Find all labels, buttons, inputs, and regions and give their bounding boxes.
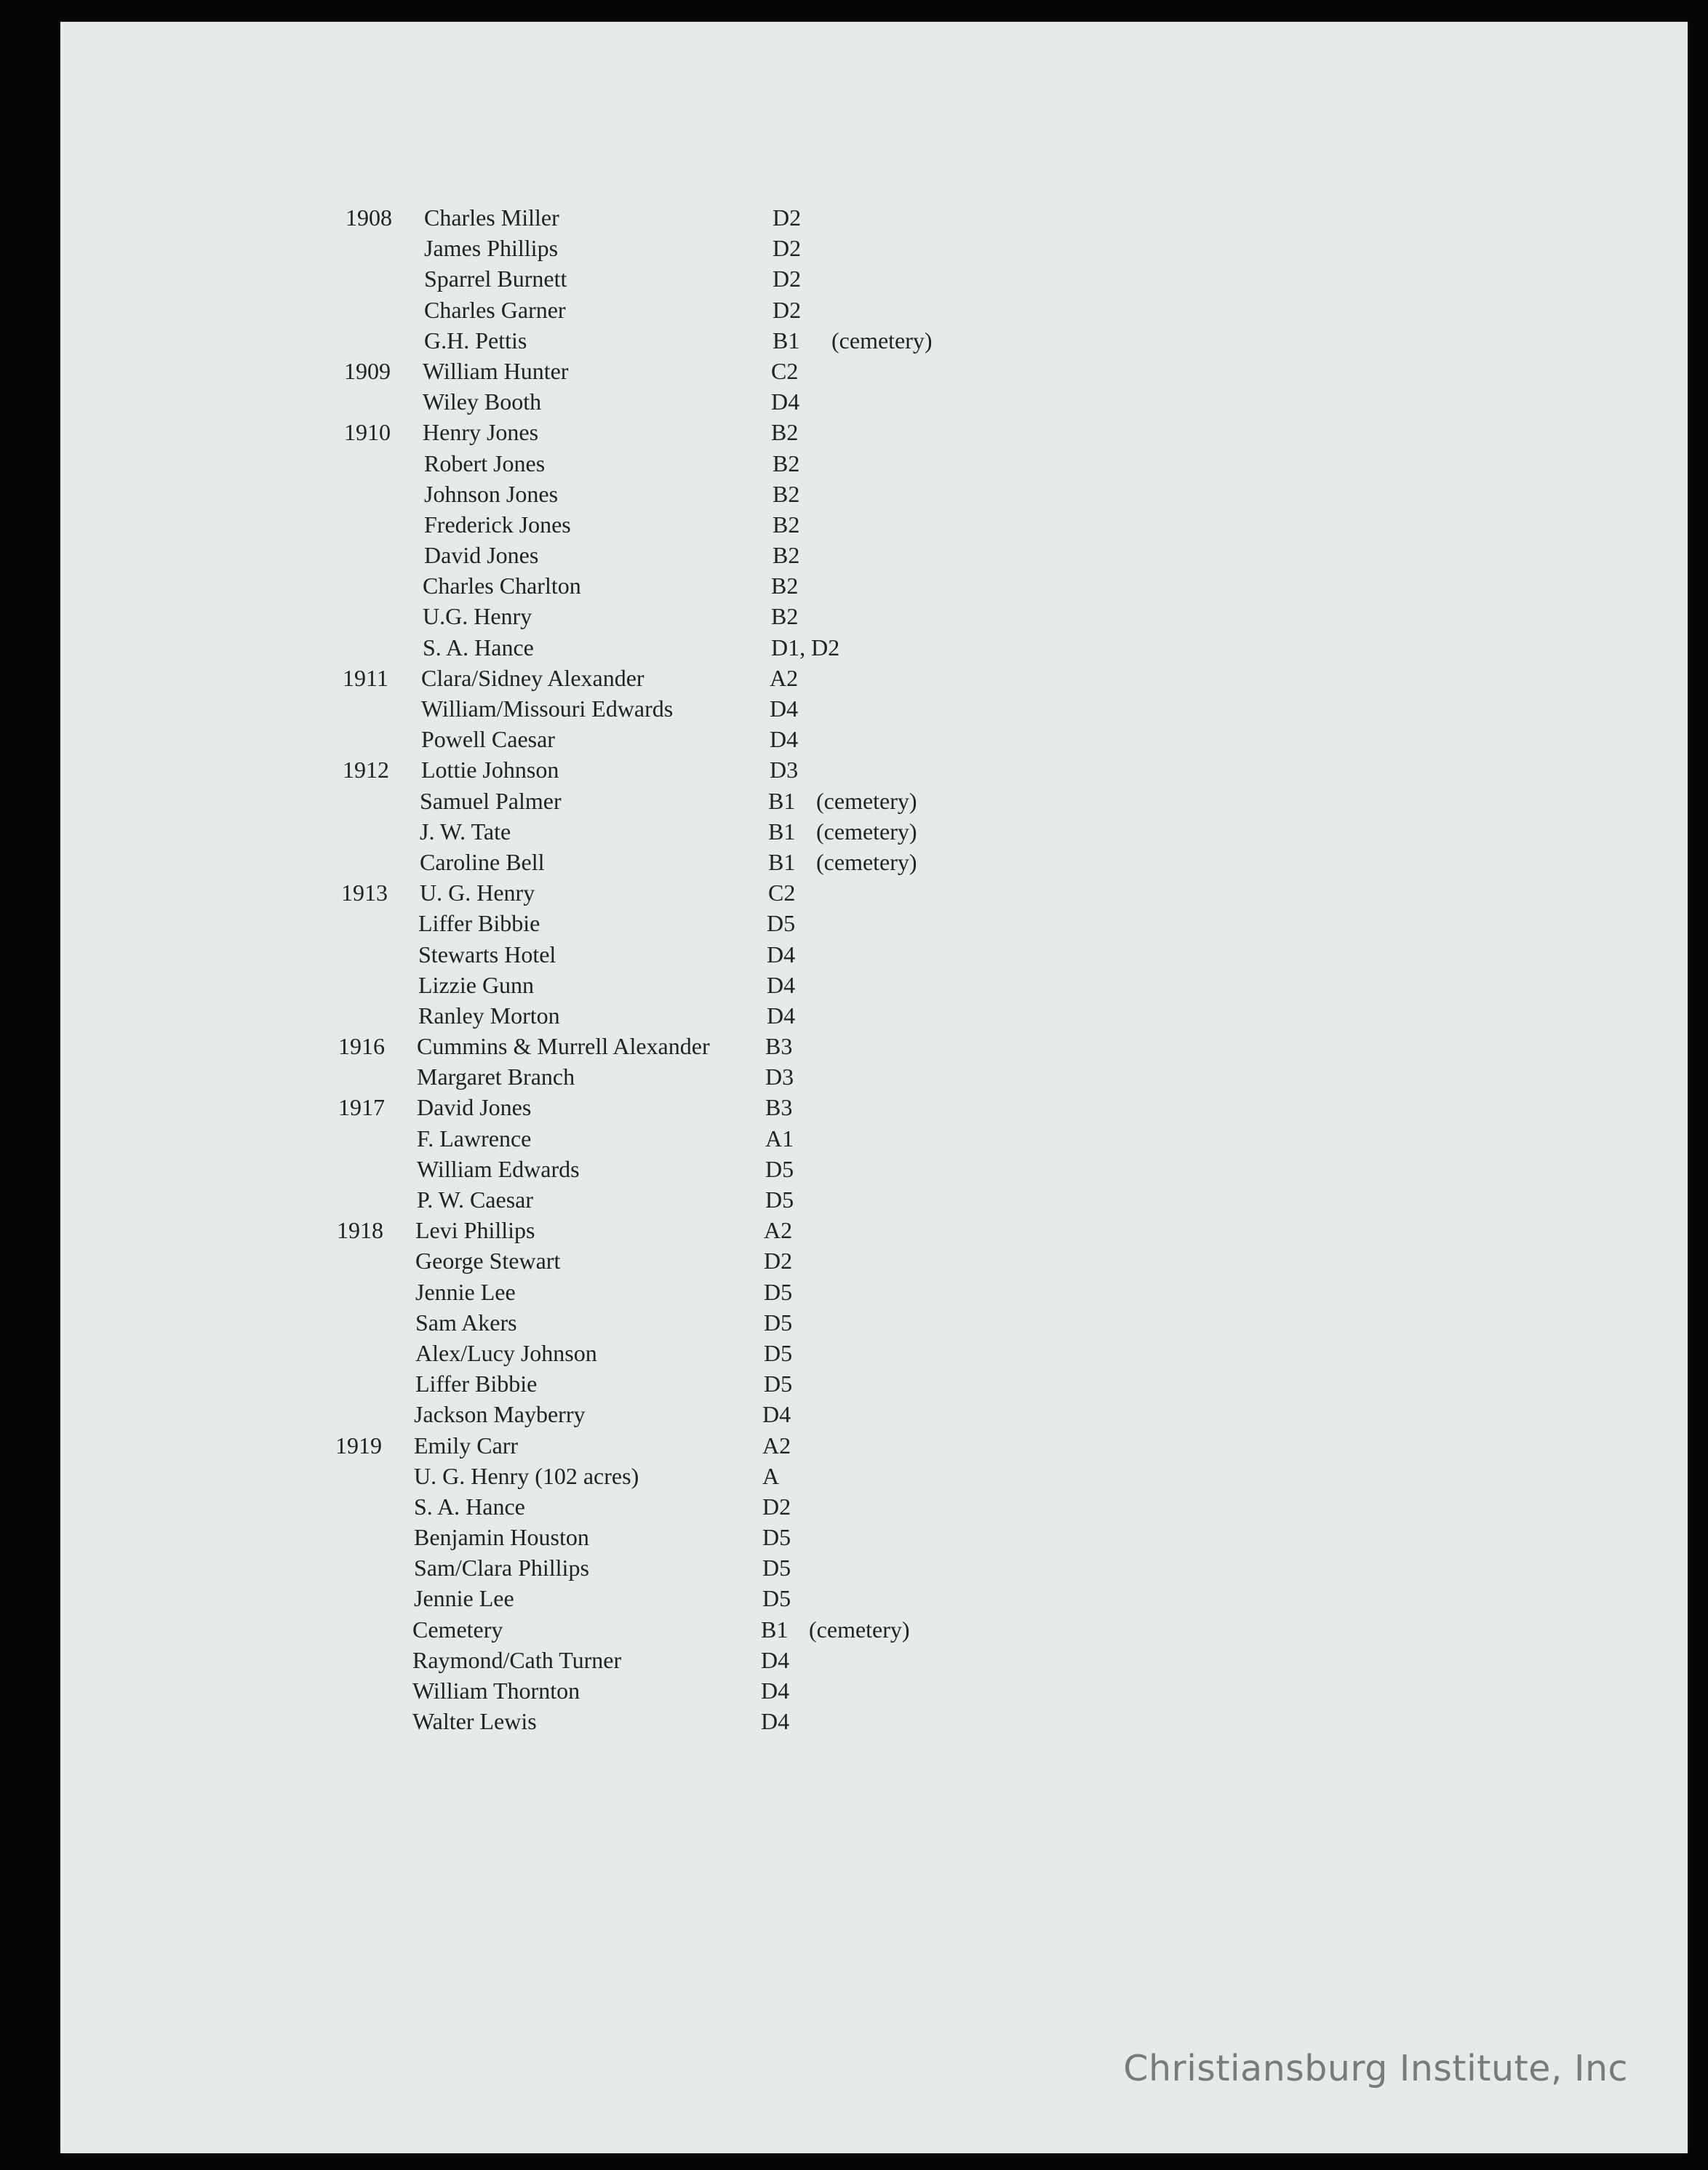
row-location-code: D4 [771,388,800,415]
row-name: Liffer Bibbie [418,910,540,937]
row-name: U.G. Henry [423,603,532,630]
row-name: Raymond/Cath Turner [412,1646,622,1673]
row-location-code: B3 [765,1094,793,1121]
row-name: William/Missouri Edwards [421,695,674,722]
row-name: William Thornton [412,1678,580,1704]
listing-row [314,908,1042,938]
row-name: U. G. Henry (102 acres) [414,1462,639,1489]
listing-row [320,263,1047,294]
row-location-code: A2 [770,664,799,691]
listing-row [320,295,1047,325]
listing-row [310,1583,1037,1613]
row-name: S. A. Hance [423,634,534,661]
row-location-code: D4 [761,1646,790,1673]
listing-row [317,663,1045,693]
row-year: 1909 [344,357,391,384]
row-location-code: D5 [764,1371,793,1397]
row-location-code: B1 [761,1616,789,1643]
row-note: (cemetery) [816,787,917,814]
listing-row [310,1552,1037,1583]
listing-row [313,1154,1040,1184]
row-location-code: A [762,1462,780,1489]
row-year: 1913 [341,879,388,906]
listing-row [308,1645,1036,1675]
listing-row [310,1430,1037,1461]
row-name: Jennie Lee [415,1278,516,1305]
row-name: S. A. Hance [414,1493,525,1520]
listing-row [316,816,1043,847]
row-location-code: D3 [765,1064,794,1090]
listing-row [319,417,1046,447]
row-location-code: C2 [771,357,799,384]
listing-row [311,1368,1039,1399]
row-location-code: A2 [762,1432,791,1459]
property-listing [320,202,1047,1736]
row-location-code: D5 [762,1585,791,1612]
row-location-code: D5 [764,1309,793,1336]
row-name: F. Lawrence [417,1125,532,1152]
row-year: 1916 [338,1033,385,1060]
row-name: Wiley Booth [423,388,542,415]
listing-row [313,1092,1040,1122]
listing-row [313,1184,1040,1215]
row-name: Charles Miller [424,204,559,231]
listing-row [317,754,1045,785]
row-name: Benjamin Houston [414,1524,589,1551]
listing-row [313,1123,1040,1154]
row-year: 1911 [343,664,388,691]
row-note: (cemetery) [831,327,933,354]
row-name: Charles Garner [424,296,566,323]
row-year: 1919 [335,1432,382,1459]
row-name: Samuel Palmer [420,787,562,814]
listing-row [316,847,1043,877]
row-location-code: D4 [761,1708,790,1735]
row-location-code: D5 [764,1278,793,1305]
listing-row [310,1461,1037,1491]
row-name: Robert Jones [424,450,546,476]
row-name: P. W. Caesar [417,1186,533,1213]
listing-row [314,970,1042,1000]
row-year: 1918 [337,1217,383,1244]
listing-row [311,1215,1039,1245]
row-location-code: D2 [773,266,802,292]
row-name: Sam/Clara Phillips [414,1555,589,1581]
row-location-code: D2 [773,204,802,231]
listing-row [316,877,1043,908]
row-name: J. W. Tate [420,818,511,845]
row-name: Jackson Mayberry [414,1401,586,1428]
listing-row [320,202,1047,233]
row-name: Stewarts Hotel [418,941,556,968]
row-name: Jennie Lee [414,1585,514,1612]
listing-row [319,356,1046,386]
listing-row [319,601,1046,631]
listing-row [320,509,1047,540]
row-year: 1912 [343,757,389,783]
row-name: Clara/Sidney Alexander [421,664,645,691]
row-location-code: D5 [764,1339,793,1366]
row-year: 1908 [346,204,392,231]
row-name: David Jones [417,1094,532,1121]
row-name: U. G. Henry [420,879,535,906]
row-location-code: D5 [762,1555,791,1581]
row-location-code: B2 [773,542,800,569]
row-name: Frederick Jones [424,511,571,538]
listing-row [308,1675,1036,1706]
row-location-code: D2 [773,235,802,262]
listing-row [320,448,1047,479]
row-location-code: D3 [770,757,799,783]
row-name: Cummins & Murrell Alexander [417,1033,710,1060]
row-location-code: B3 [765,1033,793,1060]
row-location-code: B1 [768,848,796,875]
row-location-code: D2 [762,1493,791,1520]
row-name: Cemetery [412,1616,503,1643]
listing-row [320,540,1047,570]
row-location-code: D5 [767,910,796,937]
row-year: 1917 [338,1094,385,1121]
listing-row [311,1307,1039,1338]
row-location-code: D5 [765,1186,794,1213]
row-name: Alex/Lucy Johnson [415,1339,597,1366]
listing-row [308,1706,1036,1736]
row-location-code: B2 [773,480,800,507]
row-location-code: A2 [764,1217,793,1244]
row-note: (cemetery) [809,1616,910,1643]
row-location-code: D4 [770,726,799,753]
row-location-code: C2 [768,879,796,906]
row-name: Margaret Branch [417,1064,575,1090]
listing-row [314,1000,1042,1031]
row-location-code: B1 [768,818,796,845]
watermark: Christiansburg Institute, Inc [1123,2048,1628,2089]
row-note: (cemetery) [816,848,917,875]
row-location-code: D4 [762,1401,791,1428]
listing-row [320,479,1047,509]
listing-row [316,786,1043,816]
listing-row [317,693,1045,724]
row-name: Emily Carr [414,1432,519,1459]
row-name: Johnson Jones [424,480,559,507]
row-location-code: D5 [762,1524,791,1551]
row-name: Levi Phillips [415,1217,535,1244]
listing-row [311,1245,1039,1276]
row-name: James Phillips [424,235,559,262]
row-name: Ranley Morton [418,1002,560,1029]
row-name: Caroline Bell [420,848,545,875]
listing-row [310,1399,1037,1429]
row-location-code: B2 [771,419,799,446]
listing-row [313,1031,1040,1061]
listing-row [310,1522,1037,1552]
listing-row [320,325,1047,356]
listing-row [313,1061,1040,1092]
row-location-code: D4 [767,941,796,968]
row-name: Powell Caesar [421,726,555,753]
row-name: Henry Jones [423,419,539,446]
row-name: Sam Akers [415,1309,517,1336]
row-location-code: D4 [770,695,799,722]
row-location-code: D4 [767,1002,796,1029]
listing-row [311,1277,1039,1307]
row-name: Sparrel Burnett [424,266,567,292]
row-location-code: A1 [765,1125,794,1152]
row-name: William Hunter [423,357,569,384]
row-name: William Edwards [417,1155,580,1182]
row-location-code: B2 [773,511,800,538]
listing-row [308,1614,1036,1645]
row-name: David Jones [424,542,539,569]
listing-row [320,233,1047,263]
row-note: (cemetery) [816,818,917,845]
row-location-code: D2 [764,1248,793,1275]
row-name: G.H. Pettis [424,327,527,354]
row-location-code: B1 [768,787,796,814]
row-location-code: D4 [767,971,796,998]
listing-row [317,724,1045,754]
listing-row [319,632,1046,663]
row-name: Liffer Bibbie [415,1371,538,1397]
row-year: 1910 [344,419,391,446]
row-location-code: B2 [773,450,800,476]
row-name: Walter Lewis [412,1708,537,1735]
row-name: George Stewart [415,1248,561,1275]
row-location-code: D2 [773,296,802,323]
row-location-code: D4 [761,1678,790,1704]
listing-row [319,570,1046,601]
row-location-code: B2 [771,573,799,599]
row-name: Charles Charlton [423,573,581,599]
row-name: Lizzie Gunn [418,971,535,998]
listing-row [314,939,1042,970]
listing-row [319,386,1046,417]
row-location-code: D5 [765,1155,794,1182]
row-location-code: D1, D2 [771,634,840,661]
row-location-code: B1 [773,327,800,354]
row-location-code: B2 [771,603,799,630]
row-name: Lottie Johnson [421,757,559,783]
listing-row [310,1491,1037,1522]
listing-row [311,1338,1039,1368]
